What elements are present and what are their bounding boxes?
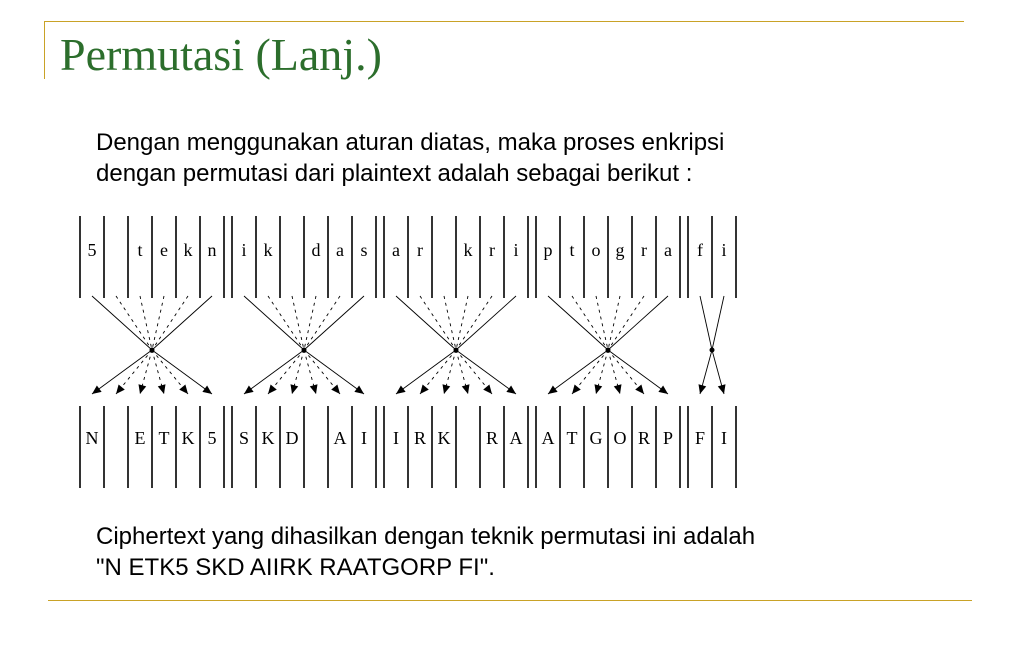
- cipher-letter: O: [613, 428, 627, 448]
- permutation-line: [608, 296, 668, 350]
- plain-letter: p: [543, 240, 553, 260]
- arrow-head: [158, 384, 166, 394]
- arrow-head: [658, 385, 668, 394]
- plain-letter: i: [241, 240, 247, 260]
- permutation-line: [304, 296, 364, 350]
- arrow-head: [483, 385, 492, 394]
- arrow-head: [291, 384, 299, 394]
- arrow-head: [699, 384, 707, 394]
- permutation-line: [700, 296, 712, 350]
- plain-letter: a: [392, 240, 400, 260]
- cipher-letter: 5: [207, 428, 217, 448]
- cipher-letter: N: [85, 428, 99, 448]
- plain-letter: t: [569, 240, 575, 260]
- plain-letter: r: [641, 240, 647, 260]
- plain-letter: a: [336, 240, 344, 260]
- cipher-letter: R: [413, 428, 427, 448]
- intro-line-1: Dengan menggunakan aturan diatas, maka proses enkripsi: [96, 129, 725, 156]
- plain-letter: t: [137, 240, 143, 260]
- arrow-head: [462, 384, 470, 394]
- plain-letter: o: [591, 240, 601, 260]
- arrow-head: [268, 385, 277, 394]
- cipher-letter: T: [566, 428, 578, 448]
- side-rule: [44, 21, 45, 79]
- arrow-head: [595, 384, 603, 394]
- plain-letter: s: [360, 240, 368, 260]
- cipher-letter: A: [333, 428, 347, 448]
- plain-letter: r: [417, 240, 423, 260]
- arrow-head: [310, 384, 318, 394]
- arrow-head: [244, 385, 254, 394]
- permutation-line: [152, 296, 212, 350]
- arrow-head: [506, 385, 516, 394]
- arrow-head: [179, 385, 188, 394]
- permutation-line: [152, 296, 164, 350]
- crossing-point: [150, 348, 155, 353]
- arrow-head: [420, 385, 429, 394]
- arrow-head: [92, 385, 102, 394]
- crossing-point: [606, 348, 611, 353]
- cipher-letter: G: [589, 428, 603, 448]
- crossing-point: [710, 348, 715, 353]
- cipher-letter: R: [637, 428, 651, 448]
- permutation-line: [456, 296, 468, 350]
- result-line-2: "N ETK5 SKD AIIRK RAATGORP FI".: [96, 554, 495, 581]
- permutation-line: [292, 296, 304, 350]
- result-text: [96, 521, 976, 583]
- permutation-diagram: [76, 208, 960, 504]
- permutation-line: [444, 296, 456, 350]
- permutation-line: [608, 296, 620, 350]
- plain-letter: r: [489, 240, 495, 260]
- plain-letter: n: [207, 240, 217, 260]
- cipher-letter: T: [158, 428, 170, 448]
- arrow-head: [718, 384, 726, 394]
- arrow-head: [635, 385, 644, 394]
- permutation-line: [396, 296, 456, 350]
- arrow-head: [202, 385, 212, 394]
- plain-letter: 5: [87, 240, 97, 260]
- cipher-letter: I: [393, 428, 399, 448]
- plain-letter: e: [160, 240, 168, 260]
- top-rule: [44, 21, 964, 22]
- arrow-head: [331, 385, 340, 394]
- permutation-line: [92, 296, 152, 350]
- crossing-point: [454, 348, 459, 353]
- plain-letter: g: [615, 240, 625, 260]
- slide-title: Permutasi (Lanj.): [60, 29, 382, 80]
- cipher-letter: D: [285, 428, 299, 448]
- permutation-line: [140, 296, 152, 350]
- plain-letter: k: [183, 240, 193, 260]
- cipher-letter: A: [541, 428, 555, 448]
- bottom-rule: [48, 600, 972, 601]
- cipher-letter: R: [485, 428, 499, 448]
- cipher-letter: E: [134, 428, 146, 448]
- arrow-head: [548, 385, 558, 394]
- plain-letter: k: [463, 240, 473, 260]
- cipher-letter: S: [238, 428, 250, 448]
- arrow-head: [139, 384, 147, 394]
- plain-letter: d: [311, 240, 321, 260]
- cipher-letter: A: [509, 428, 523, 448]
- plain-letter: i: [513, 240, 519, 260]
- permutation-line: [712, 296, 724, 350]
- crossing-point: [302, 348, 307, 353]
- arrow-head: [614, 384, 622, 394]
- plain-letter: k: [263, 240, 273, 260]
- intro-text: [96, 127, 976, 189]
- arrow-head: [443, 384, 451, 394]
- arrow-head: [572, 385, 581, 394]
- cipher-letter: K: [261, 428, 275, 448]
- arrow-head: [354, 385, 364, 394]
- plain-letter: f: [697, 240, 703, 260]
- arrow-head: [396, 385, 406, 394]
- permutation-line: [456, 296, 516, 350]
- plain-letter: i: [721, 240, 727, 260]
- permutation-line: [304, 296, 316, 350]
- cipher-letter: F: [694, 428, 706, 448]
- cipher-letter: K: [437, 428, 451, 448]
- permutation-line: [548, 296, 608, 350]
- cipher-letter: P: [662, 428, 674, 448]
- result-line-1: Ciphertext yang dihasilkan dengan teknik permutasi ini adalah: [96, 523, 756, 550]
- permutation-line: [244, 296, 304, 350]
- arrow-head: [116, 385, 125, 394]
- cipher-letter: I: [361, 428, 367, 448]
- plain-letter: a: [664, 240, 672, 260]
- permutation-line: [596, 296, 608, 350]
- cipher-letter: I: [721, 428, 727, 448]
- intro-line-2: dengan permutasi dari plaintext adalah sebagai berikut :: [96, 160, 693, 187]
- cipher-letter: K: [181, 428, 195, 448]
